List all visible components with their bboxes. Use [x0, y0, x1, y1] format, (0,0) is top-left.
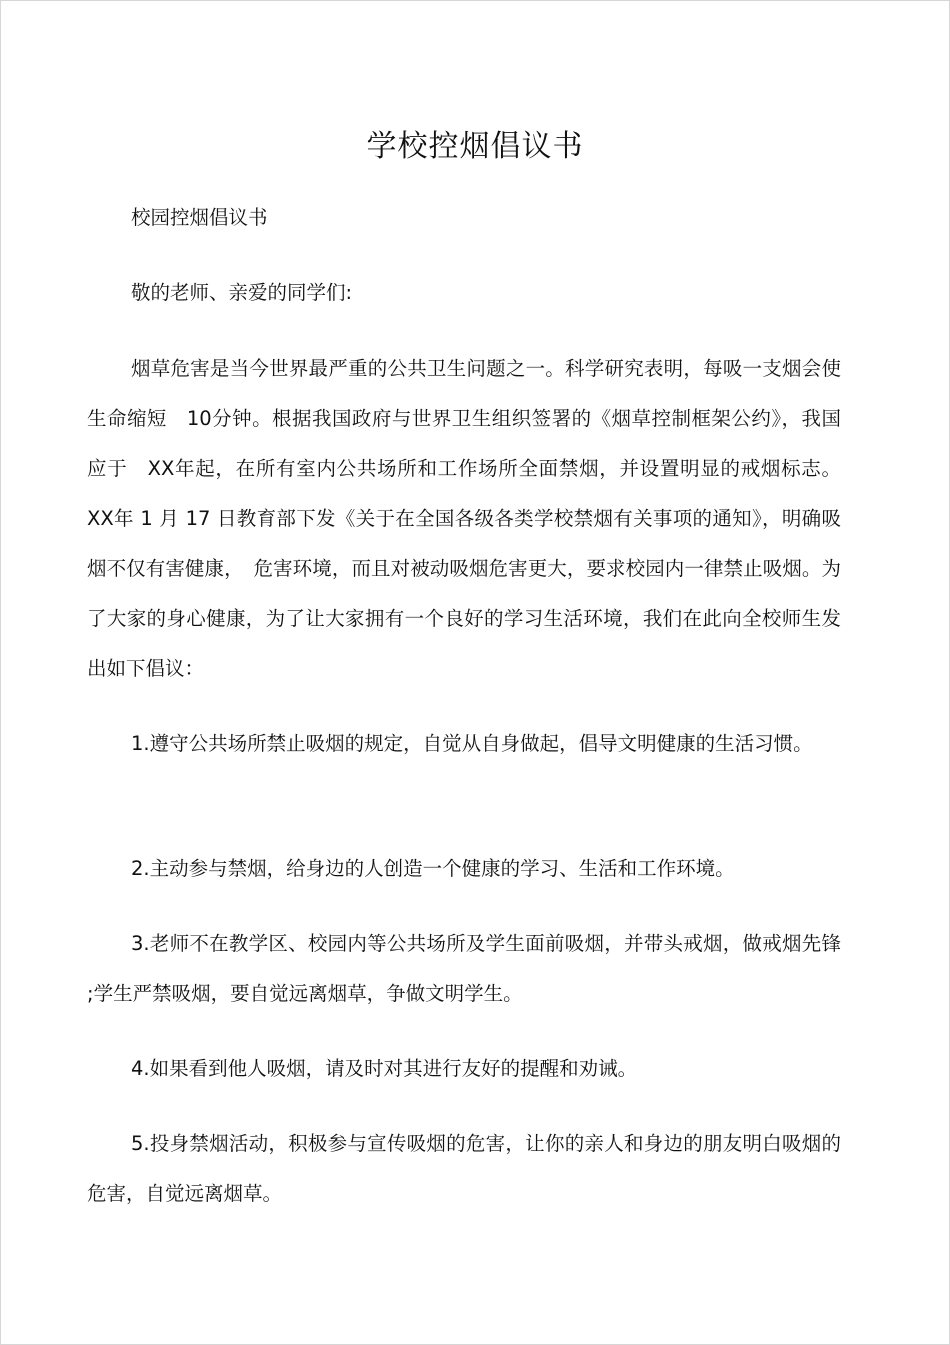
- document-title: 学校控烟倡议书: [366, 129, 584, 164]
- salutation: 敬的老师、亲爱的同学们:: [131, 281, 353, 304]
- proposal-item-4: 4.如果看到他人吸烟，请及时对其进行友好的提醒和劝诫。: [131, 1057, 638, 1080]
- proposal-item-1: 1.遵守公共场所禁止吸烟的规定，自觉从自身做起，倡导文明健康的生活习惯。: [131, 732, 813, 755]
- document-subtitle: 校园控烟倡议书: [131, 206, 268, 229]
- intro-paragraph: 烟草危害是当今世界最严重的公共卫生问题之一。科学研究表明，每吸一支烟会使生命缩短 10分钟。根据我国政府与世界卫生组织签署的《烟草控制框架公约》，我国应于 XX年起，在所有室内公共场所和工作场所全面禁烟，并设置明显的戒烟标志。 XX年 1 月 17 日教育部下发《关于在全国各级各类学校禁烟有关事项的通知》，明确吸烟不仅有害健康， 危害环境，而且对被动吸烟危害更大，要求校园内一律禁止吸烟。为了大家的身心健康，为了让大家拥有一个良好的学习生活环境，我们在此向全校师生发出如下倡议：: [87, 357, 841, 680]
- proposal-item-2: 2.主动参与禁烟，给身边的人创造一个健康的学习、生活和工作环境。: [131, 857, 735, 880]
- proposal-item-3: 3.老师不在教学区、校园内等公共场所及学生面前吸烟，并带头戒烟，做戒烟先锋 ;学生严禁吸烟，要自觉远离烟草，争做文明学生。: [87, 932, 841, 1005]
- proposal-item-5: 5.投身禁烟活动，积极参与宣传吸烟的危害，让你的亲人和身边的朋友明白吸烟的危害，自觉远离烟草。: [87, 1132, 841, 1205]
